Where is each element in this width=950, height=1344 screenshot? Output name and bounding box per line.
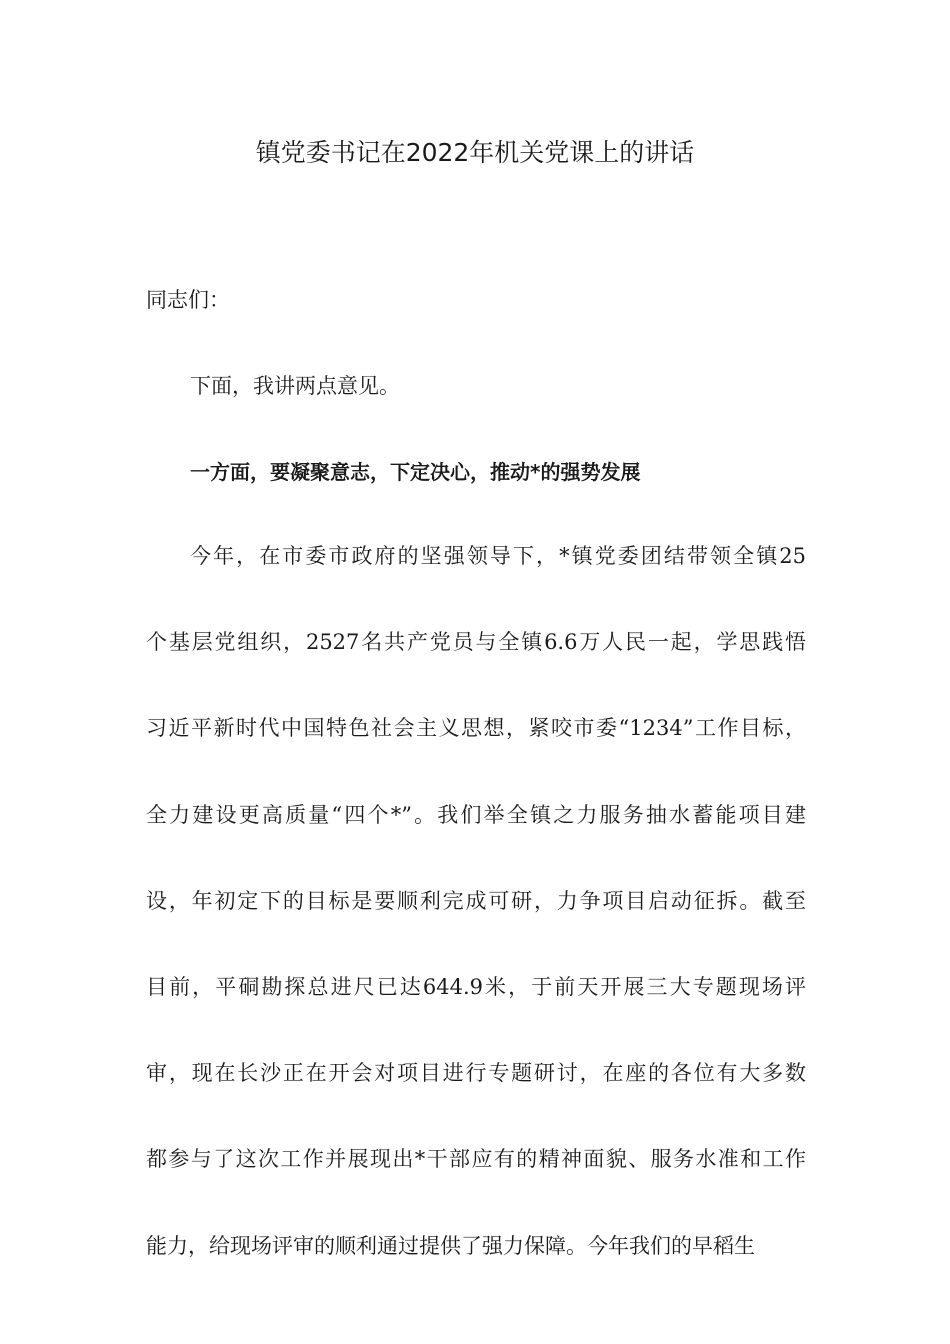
intro-paragraph: 下面，我讲两点意见。 [190,374,400,398]
document-title: 镇党委书记在2022年机关党课上的讲话 [255,138,695,167]
body-line: 能力，给现场评审的顺利通过提供了强力保障。今年我们的早稻生 [146,1233,755,1258]
body-line: 审，现在长沙正在开会对项目进行专题研讨，在座的各位有大多数 [146,1061,806,1086]
body-line: 全力建设更高质量“四个*”。我们举全镇之力服务抽水蓄能项目建 [146,802,806,827]
body-line: 目前，平硐勘探总进尺已达644.9米，于前天开展三大专题现场评 [146,974,806,999]
body-line: 今年，在市委市政府的坚强领导下，*镇党委团结带领全镇25 [190,544,806,568]
body-line: 个基层党组织，2527名共产党员与全镇6.6万人民一起，学思践悟 [146,630,806,655]
body-paragraph [146,540,806,1316]
body-line: 都参与了这次工作并展现出*干部应有的精神面貌、服务水准和工作 [146,1147,806,1172]
body-line: 习近平新时代中国特色社会主义思想，紧咬市委“1234”工作目标， [146,716,806,741]
section-heading: 一方面，要凝聚意志，下定决心，推动*的强势发展 [190,460,641,484]
salutation: 同志们： [146,288,230,312]
body-line: 设，年初定下的目标是要顺利完成可研，力争项目启动征拆。截至 [146,888,806,913]
